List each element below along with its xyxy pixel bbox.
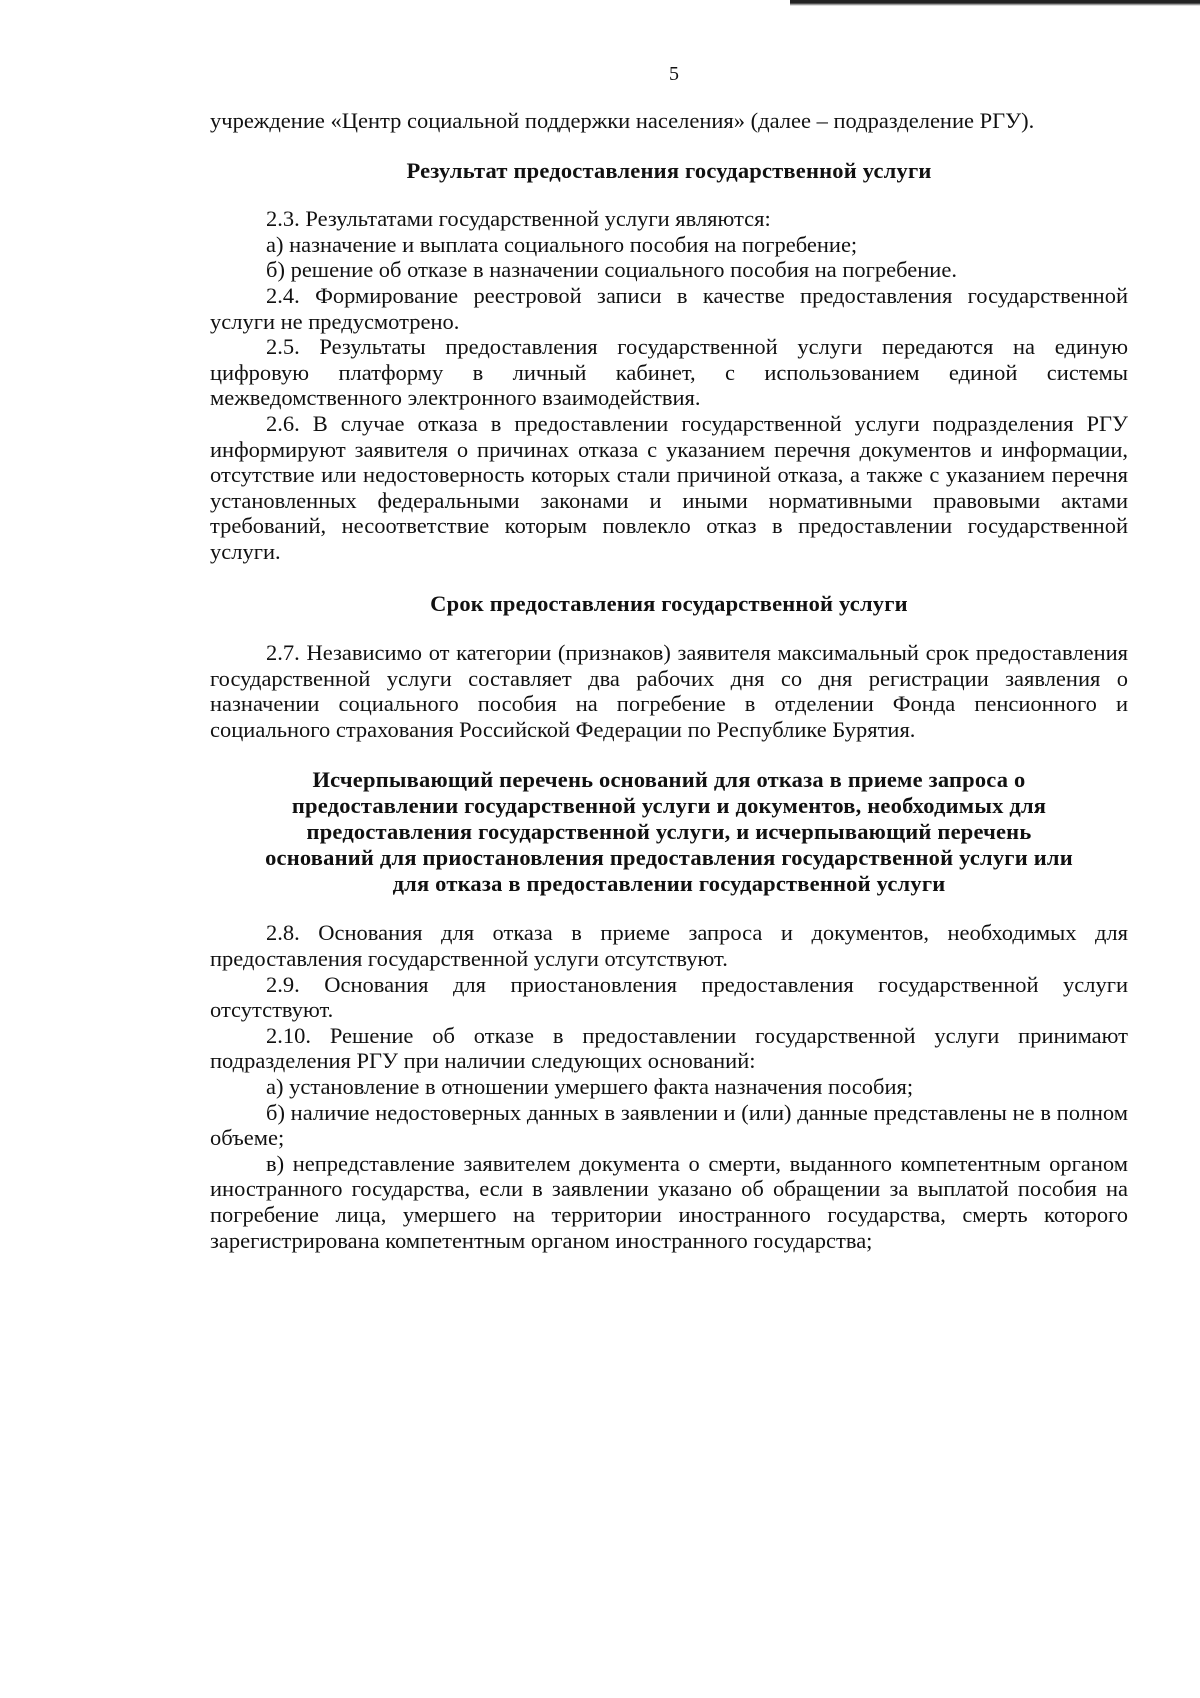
scan-edge-line	[790, 0, 1200, 6]
paragraph-2-9: 2.9. Основания для приостановления предоставления государственной услуги отсутствуют.	[210, 971, 1128, 1023]
paragraph-2-4: 2.4. Формирование реестровой записи в качестве предоставления государственной услуги не предусмотрено.	[210, 282, 1128, 334]
paragraph-2-10-b: б) наличие недостоверных данных в заявлении и (или) данные представлены не в полном объеме;	[210, 1099, 1128, 1151]
paragraph-2-3-a: а) назначение и выплата социального пособия на погребение;	[266, 231, 858, 257]
paragraph-2-10-v: в) непредставление заявителем документа о смерти, выданного компетентным органом иностранного государства, если в заявлении указано об обращении за выплатой пособия на погребение лица, умершего на территории иностранного государства, смерть которого зарегистрирована компетентным органом иностранного государства;	[210, 1150, 1128, 1253]
document-body	[210, 108, 1128, 1253]
heading-refusal-line: предоставлении государственной услуги и документов, необходимых для	[291, 793, 1047, 819]
heading-term: Срок предоставления государственной услуги	[430, 590, 908, 616]
heading-refusal	[210, 767, 1128, 896]
heading-refusal-line: Исчерпывающий перечень оснований для отказа в приеме запроса о	[312, 767, 1026, 793]
paragraph-2-6: 2.6. В случае отказа в предоставлении государственной услуги подразделения РГУ информируют заявителя о причинах отказа с указанием перечня документов и информации, отсутствие или недостоверность которых стали причиной отказа, а также с указанием перечня установленных федеральными законами и иными нормативными правовыми актами требований, несоответствие которым повлекло отказ в предоставлении государственной услуги.	[210, 410, 1128, 564]
page-number: 5	[669, 63, 679, 85]
heading-refusal-line: оснований для приостановления предоставления государственной услуги или	[265, 844, 1073, 870]
paragraph-2-3-b: б) решение об отказе в назначении социального пособия на погребение.	[266, 257, 957, 283]
intro-paragraph: учреждение «Центр социальной поддержки населения» (далее – подразделение РГУ).	[210, 108, 1035, 133]
paragraph-2-10-a: а) установление в отношении умершего факта назначения пособия;	[266, 1074, 914, 1100]
heading-result: Результат предоставления государственной услуги	[406, 157, 932, 183]
heading-refusal-line: предоставления государственной услуги, и исчерпывающий перечень	[306, 819, 1032, 845]
heading-refusal-line: для отказа в предоставлении государственной услуги	[392, 870, 946, 896]
paragraph-2-10: 2.10. Решение об отказе в предоставлении государственной услуги принимают подразделения РГУ при наличии следующих оснований:	[210, 1022, 1128, 1074]
paragraph-2-8: 2.8. Основания для отказа в приеме запроса и документов, необходимых для предоставления государственной услуги отсутствуют.	[210, 920, 1128, 972]
paragraph-2-5: 2.5. Результаты предоставления государственной услуги передаются на единую цифровую платформу в личный кабинет, с использованием единой системы межведомственного электронного взаимодействия.	[210, 334, 1128, 411]
paragraph-2-7: 2.7. Независимо от категории (признаков) заявителя максимальный срок предоставления государственной услуги составляет два рабочих дня со дня регистрации заявления о назначении социального пособия на погребение в отделении Фонда пенсионного и социального страхования Российской Федерации по Республике Бурятия.	[210, 640, 1128, 742]
paragraph-2-3: 2.3. Результатами государственной услуги являются:	[266, 206, 771, 232]
